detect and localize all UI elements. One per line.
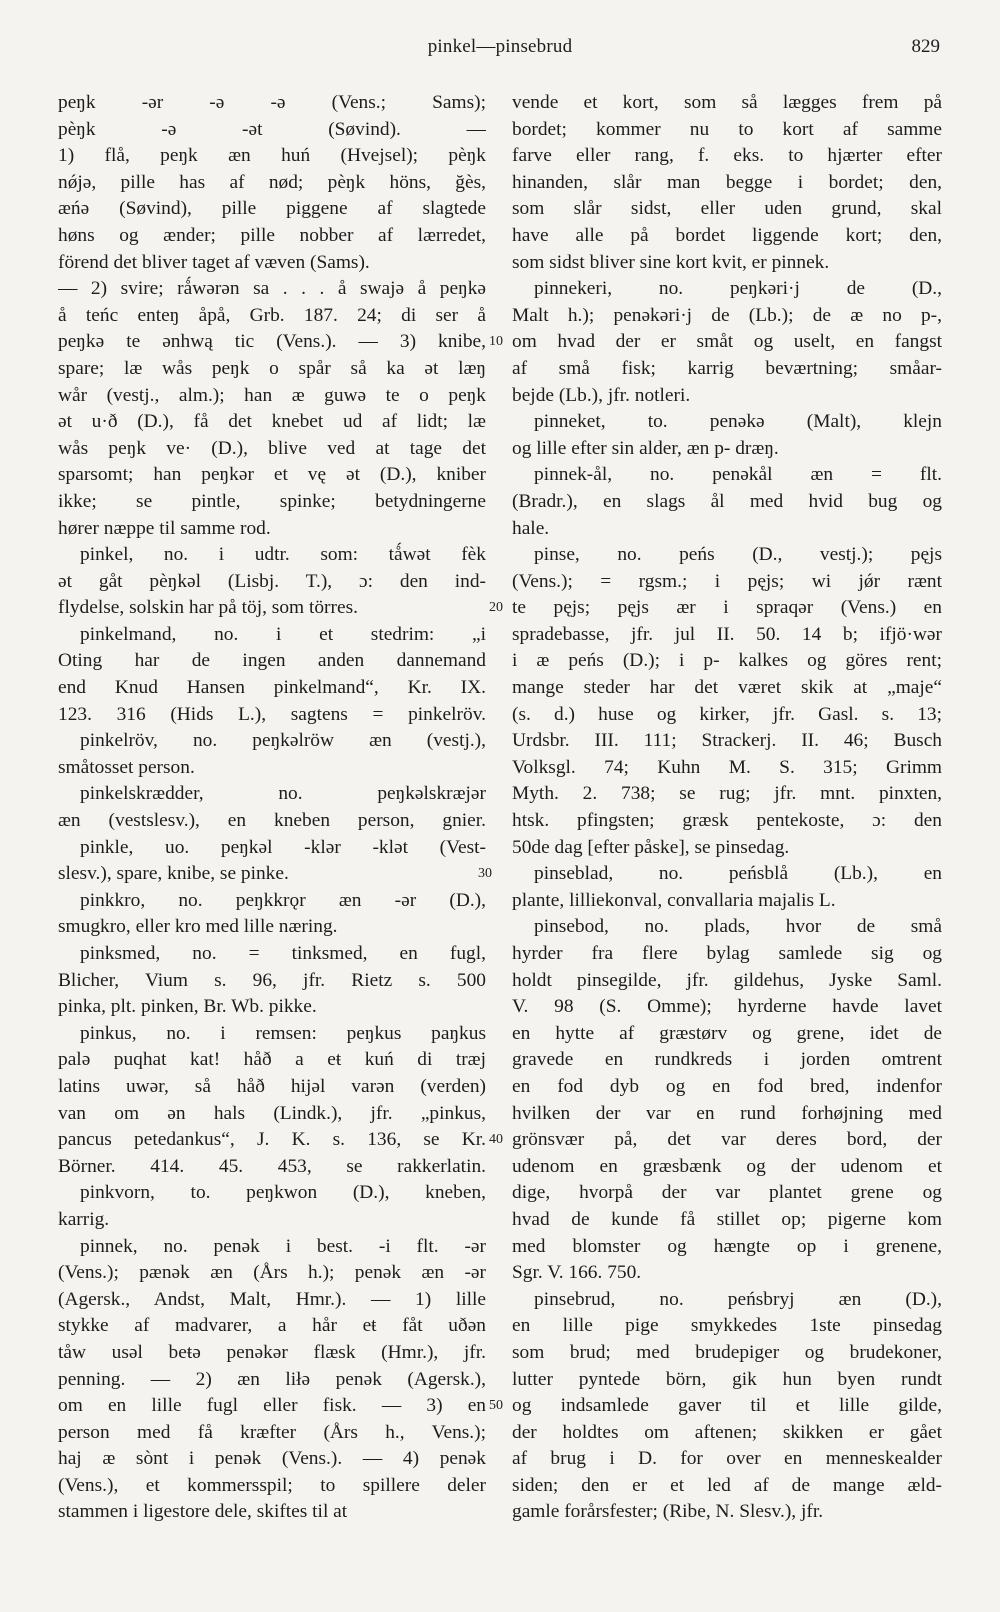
right-column-line: pinnek-ål, no. penəkål æn = flt. [534, 464, 942, 486]
line-number: 10 [489, 334, 503, 350]
left-column-line: latins uwər, så håð hijəl varən (verden) [58, 1075, 486, 1097]
left-column-line: wås peŋk ve· (D.), blive ved at tage det [58, 437, 486, 459]
right-column-line: 50de dag [efter påske], se pinsedag. [512, 836, 790, 858]
right-column-line: V. 98 (S. Omme); hyrderne havde lavet [512, 996, 942, 1018]
left-column-line: Blicher, Vium s. 96, jfr. Rietz s. 500 [58, 969, 486, 991]
left-column-line: ət u·ð (D.), få det knebet ud af lidt; læ [58, 411, 486, 433]
right-column-line: som slår sidst, eller uden grund, skal [512, 198, 942, 220]
left-column-line: smugkro, eller kro med lille næring. [58, 916, 338, 938]
left-column-line: sparsomt; han peŋkər et vę ət (D.), kniber [58, 464, 486, 486]
right-column-line: lutter pyntede börn, gik hun byen rundt [512, 1368, 942, 1390]
right-column-line: der holdtes om aftenen; skikken er gået [512, 1421, 942, 1443]
right-column-line: plante, lilliekonval, convallaria majalis L. [512, 889, 836, 911]
right-column-line: pinneket, to. penəkə (Malt), klejn [534, 411, 942, 433]
right-column-line: med blomster og hængte op i grenene, [512, 1235, 942, 1257]
right-column-line: dige, hvorpå der var plantet grene og [512, 1182, 942, 1204]
page-header [0, 36, 1000, 66]
left-column-line: pèŋk -ə -ət (Søvind). — [58, 118, 486, 140]
right-column-line: mange steder har det været skik at „maje“ [512, 677, 942, 699]
right-column [512, 90, 942, 1526]
right-column-line: pinse, no. peńs (D., vestj.); pęjs [534, 544, 942, 566]
left-column-line: pinnek, no. penək i best. -i flt. -ər [80, 1235, 486, 1257]
right-column-line: Volksgl. 74; Kuhn M. S. 315; Grimm [512, 756, 942, 778]
left-column-line: pinkelröv, no. peŋkəlröw æn (vestj.), [80, 730, 486, 752]
line-number: 20 [489, 600, 503, 616]
left-column-line: pinkel, no. i udtr. som: tǻwət fèk [80, 544, 486, 566]
left-column-line: pinkvorn, to. peŋkwon (D.), kneben, [80, 1182, 486, 1204]
right-column-line: og indsamlede gaver til et lille gilde, [512, 1395, 942, 1417]
right-column-line: pinnekeri, no. peŋkəri·j de (D., [534, 278, 942, 300]
left-column-line: flydelse, solskin har på töj, som törres. [58, 597, 358, 619]
left-column-line: end Knud Hansen pinkelmand“, Kr. IX. [58, 677, 486, 699]
right-column-line: hinanden, slår man begge i bordet; den, [512, 171, 942, 193]
right-column-line: som sidst bliver sine kort kvit, er pinnek. [512, 251, 830, 273]
left-column-line: pinkkro, no. peŋkkrǫr æn -ər (D.), [80, 889, 486, 911]
right-column-line: Malt h.); penəkəri·j de (Lb.); de æ no p-, [512, 304, 942, 326]
right-column-line: holdt pinsegilde, jfr. gildehus, Jyske Saml. [512, 969, 942, 991]
left-column-line: ət gåt pèŋkəl (Lisbj. T.), ɔ: den ind- [58, 570, 486, 592]
line-number: 30 [478, 866, 492, 882]
right-column-line: af små fisk; karrig beværtning; småar- [512, 357, 942, 379]
left-column-line: pinka, plt. pinken, Br. Wb. pikke. [58, 996, 317, 1018]
left-column-line: — 2) svire; rǻwərən sa . . . å swajə å peŋkə [58, 278, 486, 300]
left-column-line: hører næppe til samme rod. [58, 517, 271, 539]
right-column-line: hvilken der var en rund forhøjning med [512, 1102, 942, 1124]
left-column-line: palə puqhat kat! håð a eŧ kuń di træj [58, 1049, 486, 1071]
left-column-line: (Vens.); pænək æn (Års h.); penək æn -ər [58, 1262, 486, 1284]
right-column-line: pinsebrud, no. peńsbryj æn (D.), [534, 1288, 942, 1310]
line-number: 40 [489, 1132, 503, 1148]
right-column-line: pinsebod, no. plads, hvor de små [534, 916, 942, 938]
right-column-line: (s. d.) huse og kirker, jfr. Gasl. s. 13; [512, 703, 942, 725]
left-column-line: ikke; se pintle, spinke; betydningerne [58, 490, 486, 512]
right-column-line: bordet; kommer nu to kort af samme [512, 118, 942, 140]
right-column-line: pinseblad, no. peńsblå (Lb.), en [534, 863, 942, 885]
left-column-line: peŋkə te ənhwą tic (Vens.). — 3) knibe, [58, 331, 486, 353]
left-column-line: stykke af madvarer, a hår eŧ fåt uðən [58, 1315, 486, 1337]
right-column-line: gamle forårsfester; (Ribe, N. Slesv.), jfr. [512, 1501, 824, 1523]
right-column-line: farve eller rang, f. eks. to hjærter efter [512, 145, 942, 167]
left-column-line: æn (vestslesv.), en kneben person, gnier. [58, 810, 486, 832]
right-column-line: te pęjs; pęjs ær i spraqər (Vens.) en [512, 597, 942, 619]
left-column-line: pinkus, no. i remsen: peŋkus paŋkus [80, 1022, 486, 1044]
right-column-line: af brug i D. for over en menneskealder [512, 1448, 942, 1470]
left-column-line: karrig. [58, 1208, 110, 1230]
page-number: 829 [911, 36, 940, 57]
right-column-line: siden; den er et led af de mange æld- [512, 1474, 942, 1496]
right-column-line: bejde (Lb.), jfr. notleri. [512, 384, 691, 406]
right-column-line: en hytte af græstørv og grene, idet de [512, 1022, 942, 1044]
left-column-line: slesv.), spare, knibe, se pinke. [58, 863, 289, 885]
left-column-line: spare; læ wås peŋk o spår så ka ət læŋ [58, 357, 486, 379]
left-column-line: penning. — 2) æn liłə penək (Agersk.), [58, 1368, 486, 1390]
right-column-line: spradebasse, jfr. jul II. 50. 14 b; ifjö·wər [512, 623, 942, 645]
left-column-line: pinkelmand, no. i et stedrim: „i [80, 623, 486, 645]
left-column-line: förend det bliver taget af væven (Sams). [58, 251, 370, 273]
left-column-line: om en lille fugl eller fisk. — 3) en [58, 1395, 486, 1417]
left-column-line: person med få kræfter (Års h., Vens.); [58, 1421, 486, 1443]
right-column-line: hyrder fra flere bylag samlede sig og [512, 943, 942, 964]
left-column-line: pinkelskrædder, no. peŋkəlskræjər [80, 783, 486, 805]
right-column-line: grönsvær på, det var deres bord, der [512, 1129, 942, 1151]
left-column-line: pinkle, uo. peŋkəl -klər -klət (Vest- [80, 836, 486, 858]
running-head: pinkel—pinsebrud [427, 36, 573, 57]
right-column-line: som brud; med brudepiger og brudekoner, [512, 1341, 942, 1363]
right-column-line: hale. [512, 517, 550, 539]
right-column-line: hvad de kunde få stillet op; pigerne kom [512, 1208, 942, 1230]
left-column-line: (Agersk., Andst, Malt, Hmr.). — 1) lille [58, 1288, 486, 1310]
left-column-line: peŋk -ər -ə -ə (Vens.; Sams); [58, 92, 486, 113]
right-column-line: og lille efter sin alder, æn p- dræŋ. [512, 437, 779, 459]
right-column-line: Myth. 2. 738; se rug; jfr. mnt. pinxten, [512, 783, 942, 805]
left-column [58, 90, 486, 1526]
left-column-line: stammen i ligestore dele, skiftes til at [58, 1501, 348, 1523]
right-column-line: i æ peńs (D.); i p- kalkes og göres rent; [512, 650, 942, 672]
left-column-line: pinksmed, no. = tinksmed, en fugl, [80, 943, 486, 964]
left-column-line: Börner. 414. 45. 453, se rakkerlatin. [58, 1155, 486, 1177]
left-column-line: (Vens.), et kommersspil; to spillere deler [58, 1474, 486, 1496]
left-column-line: 123. 316 (Hids L.), sagtens = pinkelröv. [58, 703, 486, 725]
right-column-line: (Vens.); = rgsm.; i pęjs; wi jǿr rænt [512, 570, 942, 592]
right-column-line: (Bradr.), en slags ål med hvid bug og [512, 490, 942, 512]
left-column-line: Oting har de ingen anden dannemand [58, 650, 486, 672]
left-column-line: 1) flå, peŋk æn huń (Hvejsel); pèŋk [58, 145, 486, 167]
right-column-line: om hvad der er småt og uselt, en fangst [512, 331, 942, 353]
right-column-line: htsk. pfingsten; græsk pentekoste, ɔ: den [512, 810, 942, 832]
right-column-line: Urdsbr. III. 111; Strackerj. II. 46; Busch [512, 730, 942, 752]
right-column-line: vende et kort, som så lægges frem på [512, 92, 942, 113]
left-column-line: haj æ sònt i penək (Vens.). — 4) penək [58, 1448, 486, 1470]
left-column-line: pancus petedankus“, J. K. s. 136, se Kr. [58, 1129, 486, 1151]
right-column-line: have alle på bordet liggende kort; den, [512, 224, 942, 246]
left-column-line: småtosset person. [58, 756, 195, 778]
left-column-line: van om ən hals (Lindk.), jfr. „pinkus, [58, 1102, 486, 1124]
right-column-line: gravede en rundkreds i jorden omtrent [512, 1049, 942, 1071]
left-column-line: tåw usəl beŧə penəkər flæsk (Hmr.), jfr. [58, 1341, 486, 1363]
right-column-line: en lille pige smykkedes 1ste pinsedag [512, 1315, 942, 1337]
right-column-line: udenom en græsbænk og der udenom et [512, 1155, 942, 1177]
left-column-line: wår (vestj., alm.); han æ guwə te o peŋk [58, 384, 486, 406]
left-column-line: nǿjə, pille has af nød; pèŋk höns, ğès, [58, 171, 486, 193]
left-column-line: å teńc enteŋ åpå, Grb. 187. 24; di ser å [58, 304, 486, 326]
right-column-line: Sgr. V. 166. 750. [512, 1262, 642, 1284]
left-column-line: høns og ænder; pille nobber af lærredet, [58, 224, 486, 246]
left-column-line: æńə (Søvind), pille piggene af slagtede [58, 198, 486, 220]
right-column-line: en fod dyb og en fod bred, indenfor [512, 1075, 942, 1097]
line-number: 50 [489, 1398, 503, 1414]
